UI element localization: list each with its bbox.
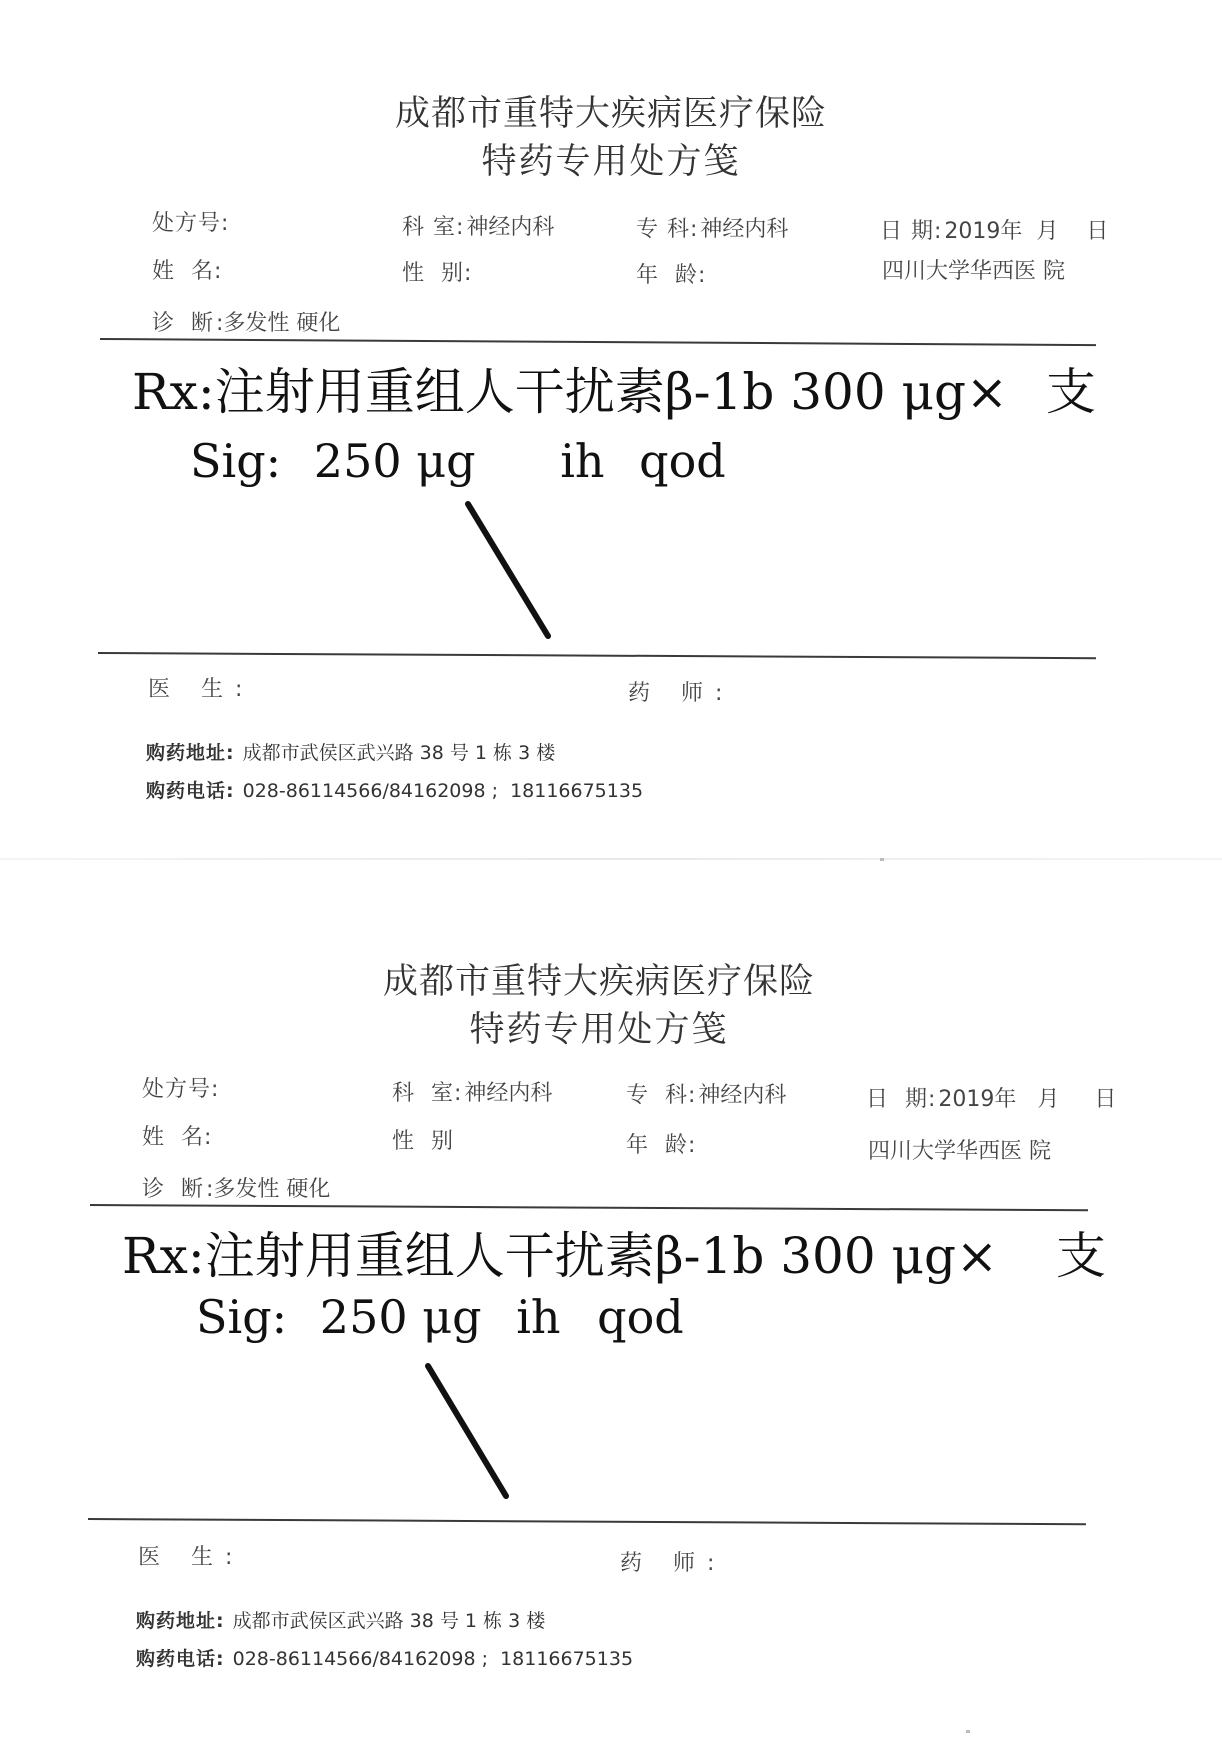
strike-slash	[420, 1362, 520, 1504]
sig-line	[196, 1290, 684, 1344]
date-label: 日 期:	[866, 1087, 937, 1112]
diagnosis-value: :多发性 硬化	[216, 311, 341, 336]
rx-prefix: Rx:	[122, 1227, 205, 1285]
specialty-value: 神经内科	[700, 217, 789, 242]
specialty-value: 神经内科	[698, 1083, 787, 1108]
specialty-label: 专 科:	[636, 217, 699, 242]
body-divider	[98, 652, 1096, 659]
specialty-field	[626, 1078, 786, 1109]
date-value: 2019年 月 日	[938, 1087, 1117, 1112]
sig-dose: 250 μg	[319, 1290, 482, 1344]
age-field	[626, 1128, 696, 1159]
sig-route: ih	[560, 434, 605, 488]
age-label: 年 龄:	[626, 1133, 697, 1158]
department-field	[392, 1076, 552, 1107]
diagnosis-field	[142, 1172, 330, 1203]
pharmacist-label: 药 师:	[628, 681, 735, 706]
department-value: 神经内科	[464, 1081, 553, 1106]
fold-line	[0, 858, 1222, 860]
department-field	[402, 210, 554, 241]
department-label: 科 室:	[402, 215, 465, 240]
diagnosis-value: :多发性 硬化	[206, 1177, 331, 1202]
hospital-name: 四川大学华西医 院	[868, 1139, 1051, 1164]
header-divider	[90, 1204, 1088, 1211]
sig-line	[190, 434, 726, 488]
address-line	[146, 738, 555, 765]
phone-line	[136, 1644, 633, 1671]
address-value: 成都市武侯区武兴路 38 号 1 栋 3 楼	[242, 742, 556, 764]
date-field	[880, 214, 1108, 245]
date-field	[866, 1082, 1116, 1113]
hospital-name: 四川大学华西医 院	[882, 259, 1065, 284]
address-label: 购药地址:	[146, 742, 235, 764]
sex-label: 性 别	[392, 1129, 454, 1154]
rx-prefix: Rx:	[132, 363, 215, 421]
sex-field	[402, 256, 472, 287]
rx-drug: 注射用重组人干扰素β-1b 300 μg×	[204, 1227, 998, 1285]
name-field	[152, 254, 222, 285]
scan-speck	[880, 858, 884, 861]
diagnosis-label: 诊 断	[142, 1177, 204, 1202]
rx-number-field	[152, 206, 229, 237]
address-label: 购药地址:	[136, 1610, 225, 1632]
specialty-label: 专 科:	[626, 1083, 697, 1108]
prescription-slip-1	[0, 0, 1222, 860]
address-value: 成都市武侯区武兴路 38 号 1 栋 3 楼	[232, 1610, 546, 1632]
body-divider	[88, 1518, 1086, 1525]
sex-field	[392, 1124, 454, 1155]
phone-label: 购药电话:	[146, 780, 235, 802]
slip-subtitle: 特药专用处方笺	[469, 1010, 729, 1050]
age-field	[636, 258, 706, 289]
rx-drug: 注射用重组人干扰素β-1b 300 μg×	[214, 363, 1008, 421]
phone-label: 购药电话:	[136, 1648, 225, 1670]
department-value: 神经内科	[466, 215, 555, 240]
phone-value: 028-86114566/84162098 ; 18116675135	[242, 780, 644, 802]
rx-unit: 支	[1045, 363, 1096, 421]
rx-unit: 支	[1055, 1227, 1106, 1285]
date-label: 日 期:	[880, 219, 943, 244]
rx-line	[132, 352, 1096, 424]
rx-line	[122, 1216, 1106, 1288]
sig-frequency: qod	[639, 434, 726, 488]
sig-prefix: Sig:	[190, 434, 282, 488]
sig-route: ih	[516, 1290, 561, 1344]
scan-speck	[966, 1730, 970, 1733]
name-label: 姓 名:	[152, 259, 223, 284]
pharmacist-label: 药 师:	[620, 1551, 727, 1576]
phone-value: 028-86114566/84162098 ; 18116675135	[232, 1648, 634, 1670]
strike-slash	[460, 500, 560, 642]
slip-subtitle: 特药专用处方笺	[481, 142, 741, 182]
sig-frequency: qod	[597, 1290, 684, 1344]
address-line	[136, 1606, 545, 1633]
sig-prefix: Sig:	[196, 1290, 288, 1344]
name-field	[142, 1120, 212, 1151]
slip-title: 成都市重特大疾病医疗保险	[382, 962, 815, 1002]
department-label: 科 室:	[392, 1081, 463, 1106]
slip-title: 成都市重特大疾病医疗保险	[394, 94, 827, 134]
rx-number-label: 处方号:	[142, 1077, 220, 1102]
diagnosis-label: 诊 断	[152, 311, 214, 336]
prescription-slip-2	[0, 862, 1222, 1722]
date-value: 2019年 月 日	[944, 219, 1109, 244]
specialty-field	[636, 212, 788, 243]
age-label: 年 龄:	[636, 263, 707, 288]
header-divider	[100, 338, 1096, 346]
name-label: 姓 名:	[142, 1125, 213, 1150]
doctor-label: 医 生:	[148, 677, 255, 702]
phone-line	[146, 776, 643, 803]
rx-number-label: 处方号:	[152, 211, 230, 236]
rx-number-field	[142, 1072, 219, 1103]
sig-dose: 250 μg	[313, 434, 476, 488]
doctor-label: 医 生:	[138, 1545, 245, 1570]
diagnosis-field	[152, 306, 340, 337]
sex-label: 性 别:	[402, 261, 473, 286]
